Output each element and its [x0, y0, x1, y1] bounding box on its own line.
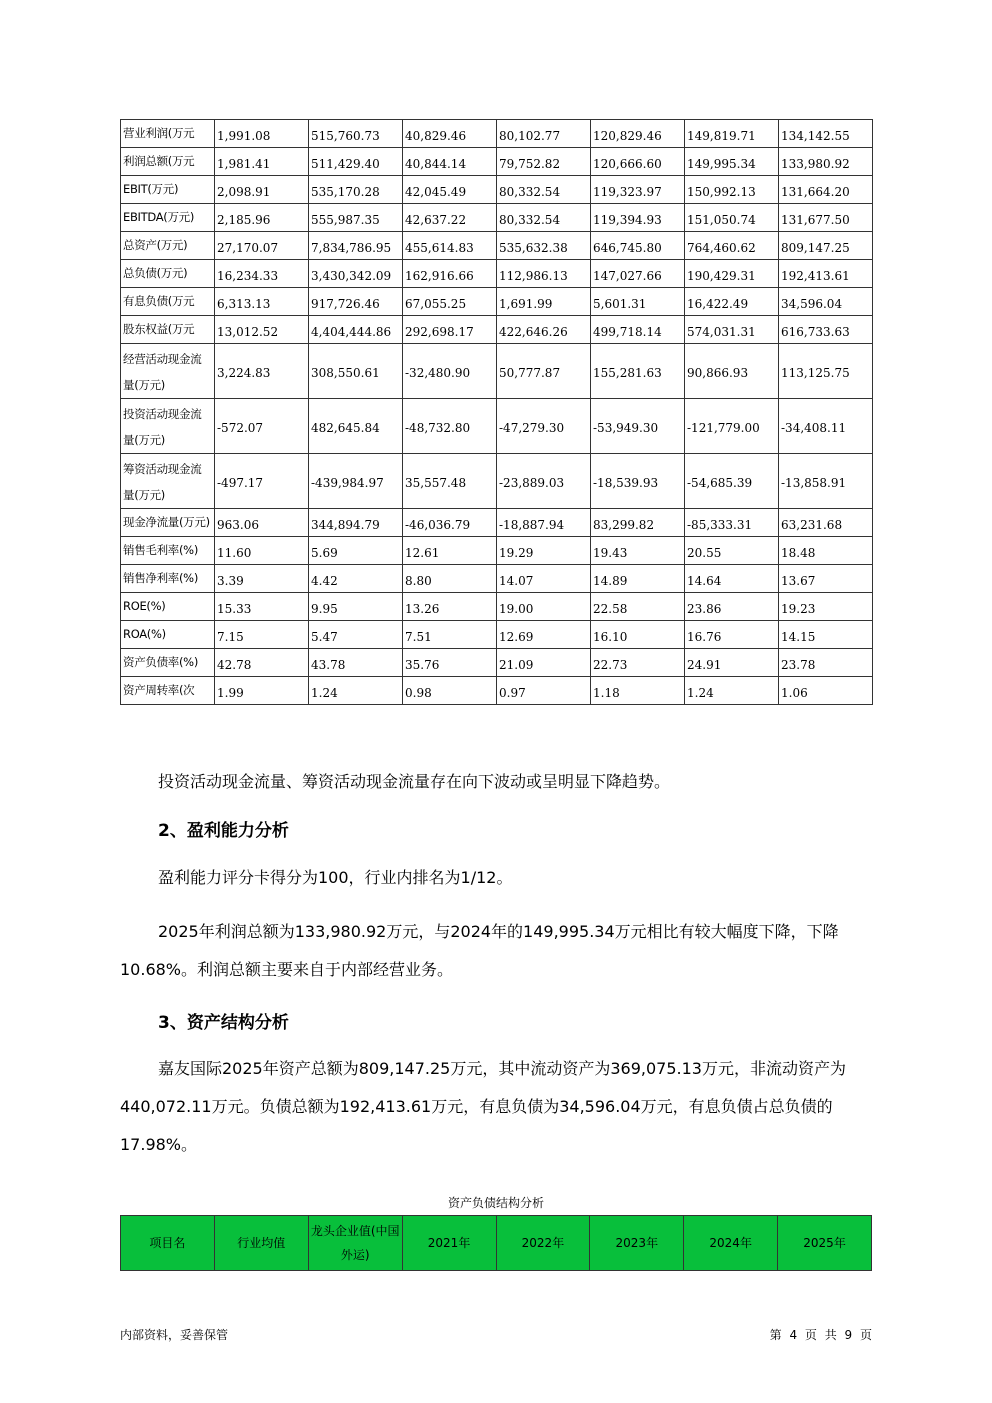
table-cell: 42,045.49 [403, 176, 497, 204]
table-cell: 134,142.55 [779, 120, 873, 148]
table-cell: 42.78 [215, 649, 309, 677]
table-cell: 80,332.54 [497, 176, 591, 204]
table-cell: -13,858.91 [779, 454, 873, 509]
table-cell: 150,992.13 [685, 176, 779, 204]
table-cell: 80,102.77 [497, 120, 591, 148]
table-row [121, 399, 873, 454]
table-row [121, 621, 873, 649]
table-cell: 2,185.96 [215, 204, 309, 232]
row-label: 总资产(万元) [121, 232, 215, 260]
section-heading-profitability: 2、盈利能力分析 [158, 821, 289, 841]
table-cell: 646,745.80 [591, 232, 685, 260]
table-cell: 1.24 [309, 677, 403, 705]
table-cell: 149,819.71 [685, 120, 779, 148]
table-cell: -497.17 [215, 454, 309, 509]
table-cell: 21.09 [497, 649, 591, 677]
header-year-2021: 2021年 [402, 1216, 496, 1271]
table-cell: 23.86 [685, 593, 779, 621]
table-cell: 80,332.54 [497, 204, 591, 232]
table-cell: 63,231.68 [779, 509, 873, 537]
table-cell: 616,733.63 [779, 316, 873, 344]
table-cell: 535,632.38 [497, 232, 591, 260]
table-cell: 16.76 [685, 621, 779, 649]
table-cell: 27,170.07 [215, 232, 309, 260]
table-cell: 19.43 [591, 537, 685, 565]
table-cell: 422,646.26 [497, 316, 591, 344]
footer-confidential-note: 内部资料，妥善保管 [120, 1328, 229, 1342]
table-cell: 511,429.40 [309, 148, 403, 176]
table-cell: 113,125.75 [779, 344, 873, 399]
table-cell: -439,984.97 [309, 454, 403, 509]
table-cell: 12.61 [403, 537, 497, 565]
table-cell: -18,539.93 [591, 454, 685, 509]
table-cell: -121,779.00 [685, 399, 779, 454]
table-cell: 50,777.87 [497, 344, 591, 399]
table-cell: 4,404,444.86 [309, 316, 403, 344]
table-cell: 112,986.13 [497, 260, 591, 288]
table-cell: -85,333.31 [685, 509, 779, 537]
row-label: 经营活动现金流量(万元) [121, 344, 215, 399]
table-cell: 120,666.60 [591, 148, 685, 176]
header-year-2023: 2023年 [590, 1216, 684, 1271]
table-cell: 5.69 [309, 537, 403, 565]
table-cell: 7,834,786.95 [309, 232, 403, 260]
table-row [121, 593, 873, 621]
table-cell: 133,980.92 [779, 148, 873, 176]
table-cell: -23,889.03 [497, 454, 591, 509]
table-cell: 7.15 [215, 621, 309, 649]
table-cell: 5.47 [309, 621, 403, 649]
table-cell: -18,887.94 [497, 509, 591, 537]
table-cell: 162,916.66 [403, 260, 497, 288]
table-cell: 14.89 [591, 565, 685, 593]
section-heading-asset-structure: 3、资产结构分析 [158, 1013, 289, 1033]
table-cell: 1.24 [685, 677, 779, 705]
table-cell: 12.69 [497, 621, 591, 649]
table-cell: 16,422.49 [685, 288, 779, 316]
table-cell: -47,279.30 [497, 399, 591, 454]
row-label: 销售毛利率(%) [121, 537, 215, 565]
table-cell: 8.80 [403, 565, 497, 593]
table-cell: -32,480.90 [403, 344, 497, 399]
table-cell: 40,829.46 [403, 120, 497, 148]
table-cell: 190,429.31 [685, 260, 779, 288]
header-year-2025: 2025年 [778, 1216, 872, 1271]
table-cell: 20.55 [685, 537, 779, 565]
table-cell: 13.26 [403, 593, 497, 621]
row-label: 投资活动现金流量(万元) [121, 399, 215, 454]
table-row [121, 316, 873, 344]
header-leader-value: 龙头企业值(中国外运) [308, 1216, 402, 1271]
table-cell: 1.18 [591, 677, 685, 705]
table-cell: 535,170.28 [309, 176, 403, 204]
table-cell: 963.06 [215, 509, 309, 537]
row-label: 现金净流量(万元) [121, 509, 215, 537]
table-cell: -34,408.11 [779, 399, 873, 454]
table-cell: 155,281.63 [591, 344, 685, 399]
table-cell: 455,614.83 [403, 232, 497, 260]
table-cell: 13.67 [779, 565, 873, 593]
table-cell: 499,718.14 [591, 316, 685, 344]
header-year-2022: 2022年 [496, 1216, 590, 1271]
table-row [121, 260, 873, 288]
row-label: 筹资活动现金流量(万元) [121, 454, 215, 509]
table-cell: 120,829.46 [591, 120, 685, 148]
table-cell: 1,991.08 [215, 120, 309, 148]
row-label: 有息负债(万元 [121, 288, 215, 316]
table-row [121, 649, 873, 677]
table-cell: 43.78 [309, 649, 403, 677]
table-cell: 13,012.52 [215, 316, 309, 344]
structure-table-header-row [121, 1216, 872, 1271]
table-cell: 131,677.50 [779, 204, 873, 232]
table-cell: 147,027.66 [591, 260, 685, 288]
table-cell: 83,299.82 [591, 509, 685, 537]
structure-table-caption: 资产负债结构分析 [447, 1196, 544, 1210]
table-cell: 35.76 [403, 649, 497, 677]
row-label: ROE(%) [121, 593, 215, 621]
table-cell: 16.10 [591, 621, 685, 649]
table-cell: -572.07 [215, 399, 309, 454]
table-cell: 23.78 [779, 649, 873, 677]
row-label: EBITDA(万元) [121, 204, 215, 232]
table-cell: -53,949.30 [591, 399, 685, 454]
table-row [121, 454, 873, 509]
table-row [121, 232, 873, 260]
table-cell: 14.15 [779, 621, 873, 649]
header-item-name: 项目名 [121, 1216, 215, 1271]
table-cell: 1,981.41 [215, 148, 309, 176]
table-cell: 19.23 [779, 593, 873, 621]
row-label: 资产负债率(%) [121, 649, 215, 677]
table-cell: 40,844.14 [403, 148, 497, 176]
row-label: 利润总额(万元 [121, 148, 215, 176]
row-label: EBIT(万元) [121, 176, 215, 204]
table-cell: 9.95 [309, 593, 403, 621]
profit-analysis-paragraph: 2025年利润总额为133,980.92万元，与2024年的149,995.34万元相比有较大幅度下降，下降10.68%。利润总额主要来自于内部经营业务。 [120, 922, 839, 979]
table-cell: 11.60 [215, 537, 309, 565]
table-cell: 35,557.48 [403, 454, 497, 509]
table-row [121, 509, 873, 537]
table-cell: 15.33 [215, 593, 309, 621]
table-cell: 308,550.61 [309, 344, 403, 399]
table-cell: 149,995.34 [685, 148, 779, 176]
table-cell: 90,866.93 [685, 344, 779, 399]
table-cell: -48,732.80 [403, 399, 497, 454]
table-cell: 192,413.61 [779, 260, 873, 288]
table-cell: 119,323.97 [591, 176, 685, 204]
table-cell: 917,726.46 [309, 288, 403, 316]
header-year-2024: 2024年 [684, 1216, 778, 1271]
footer-page-number: 第 4 页 共 9 页 [769, 1328, 872, 1342]
table-cell: 16,234.33 [215, 260, 309, 288]
table-cell: -54,685.39 [685, 454, 779, 509]
table-cell: 6,313.13 [215, 288, 309, 316]
table-cell: 764,460.62 [685, 232, 779, 260]
row-label: 总负债(万元) [121, 260, 215, 288]
table-cell: 1.99 [215, 677, 309, 705]
table-cell: 131,664.20 [779, 176, 873, 204]
table-cell: 1.06 [779, 677, 873, 705]
table-cell: 555,987.35 [309, 204, 403, 232]
table-cell: 42,637.22 [403, 204, 497, 232]
table-row [121, 288, 873, 316]
table-cell: 119,394.93 [591, 204, 685, 232]
table-cell: 0.98 [403, 677, 497, 705]
asset-structure-paragraph: 嘉友国际2025年资产总额为809,147.25万元，其中流动资产为369,075.13万元，非流动资产为440,072.11万元。负债总额为192,413.61万元，有息负债为34,596.04万元，有息负债占总负债的17.98%。 [120, 1059, 846, 1154]
table-cell: 151,050.74 [685, 204, 779, 232]
table-cell: 3,430,342.09 [309, 260, 403, 288]
table-row [121, 565, 873, 593]
table-cell: 1,691.99 [497, 288, 591, 316]
table-cell: 809,147.25 [779, 232, 873, 260]
financial-indicator-table [120, 119, 873, 705]
row-label: 股东权益(万元 [121, 316, 215, 344]
table-cell: 24.91 [685, 649, 779, 677]
table-row [121, 344, 873, 399]
header-industry-average: 行业均值 [214, 1216, 308, 1271]
table-cell: 67,055.25 [403, 288, 497, 316]
summary-paragraph: 投资活动现金流量、筹资活动现金流量存在向下波动或呈明显下降趋势。 [158, 772, 671, 791]
row-label: 销售净利率(%) [121, 565, 215, 593]
table-cell: 292,698.17 [403, 316, 497, 344]
row-label: ROA(%) [121, 621, 215, 649]
table-cell: 14.07 [497, 565, 591, 593]
table-cell: 515,760.73 [309, 120, 403, 148]
table-row [121, 148, 873, 176]
table-cell: 19.29 [497, 537, 591, 565]
table-cell: 2,098.91 [215, 176, 309, 204]
table-row [121, 176, 873, 204]
table-cell: 79,752.82 [497, 148, 591, 176]
table-cell: 14.64 [685, 565, 779, 593]
row-label: 资产周转率(次 [121, 677, 215, 705]
table-cell: 19.00 [497, 593, 591, 621]
table-cell: 5,601.31 [591, 288, 685, 316]
table-cell: 22.58 [591, 593, 685, 621]
table-cell: 34,596.04 [779, 288, 873, 316]
table-row [121, 537, 873, 565]
table-cell: 3.39 [215, 565, 309, 593]
table-cell: -46,036.79 [403, 509, 497, 537]
table-cell: 0.97 [497, 677, 591, 705]
table-cell: 344,894.79 [309, 509, 403, 537]
table-cell: 4.42 [309, 565, 403, 593]
table-cell: 18.48 [779, 537, 873, 565]
table-cell: 482,645.84 [309, 399, 403, 454]
table-cell: 22.73 [591, 649, 685, 677]
table-row [121, 120, 873, 148]
profitability-score-paragraph: 盈利能力评分卡得分为100，行业内排名为1/12。 [158, 868, 513, 887]
table-row [121, 204, 873, 232]
asset-liability-structure-table [120, 1215, 872, 1271]
table-row [121, 677, 873, 705]
table-cell: 574,031.31 [685, 316, 779, 344]
table-cell: 7.51 [403, 621, 497, 649]
table-cell: 3,224.83 [215, 344, 309, 399]
row-label: 营业利润(万元 [121, 120, 215, 148]
